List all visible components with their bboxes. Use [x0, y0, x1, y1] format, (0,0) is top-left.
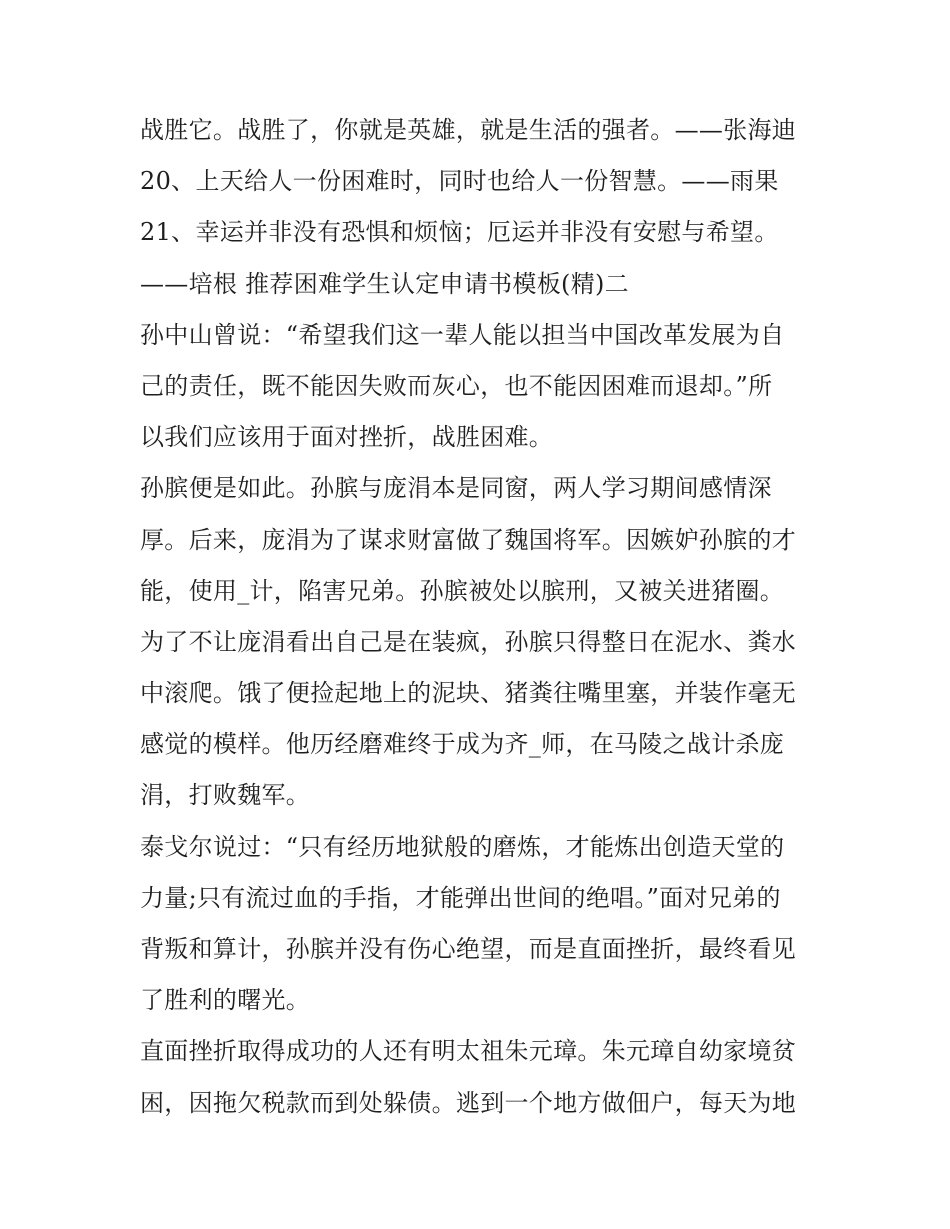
document-body: [140, 105, 820, 1129]
text-line: 力量;只有流过血的手指，才能弹出世间的绝唱。”面对兄弟的: [140, 883, 781, 912]
text-line: 中滚爬。饿了便捡起地上的泥块、猪粪往嘴里塞，并装作毫无: [140, 679, 797, 708]
text-line: 孙膑便是如此。孙膑与庞涓本是同窗，两人学习期间感情深: [140, 474, 772, 503]
text-line: 战胜它。战胜了，你就是英雄，就是生活的强者。——张海迪: [140, 116, 797, 144]
text-line: 涓，打败魏军。: [140, 781, 311, 810]
text-line: 孙中山曾说：“希望我们这一辈人能以担当中国改革发展为自: [140, 320, 785, 349]
text-line: 泰戈尔说过：“只有经历地狱般的磨炼，才能炼出创造天堂的: [140, 832, 785, 861]
text-line: 21、幸运并非没有恐惧和烦恼；厄运并非没有安慰与希望。: [140, 218, 779, 247]
text-line: 能，使用_计，陷害兄弟。孙膑被处以膑刑，又被关进猪圈。: [140, 576, 785, 605]
text-line: 以我们应该用于面对挫折，战胜困难。: [140, 423, 554, 452]
text-line: 困，因拖欠税款而到处躲债。逃到一个地方做佃户，每天为地: [140, 1088, 797, 1117]
text-line: 直面挫折取得成功的人还有明太祖朱元璋。朱元璋自幼家境贫: [140, 1037, 797, 1066]
text-line: 20、上天给人一份困难时，同时也给人一份智慧。——雨果: [140, 167, 779, 196]
text-line: 了胜利的曙光。: [140, 986, 311, 1015]
text-line: 背叛和算计，孙膑并没有伤心绝望，而是直面挫折，最终看见: [140, 935, 797, 963]
text-line: 己的责任，既不能因失败而灰心，也不能因困难而退却。”所: [140, 371, 773, 400]
text-line: ——培根 推荐困难学生认定申请书模板(精)二: [140, 269, 629, 298]
text-line: 感觉的模样。他历经磨难终于成为齐_师，在马陵之战计杀庞: [140, 730, 785, 759]
text-line: 为了不让庞涓看出自己是在装疯，孙膑只得整日在泥水、粪水: [140, 627, 797, 656]
text-line: 厚。后来，庞涓为了谋求财富做了魏国将军。因嫉妒孙膑的才: [140, 525, 797, 554]
